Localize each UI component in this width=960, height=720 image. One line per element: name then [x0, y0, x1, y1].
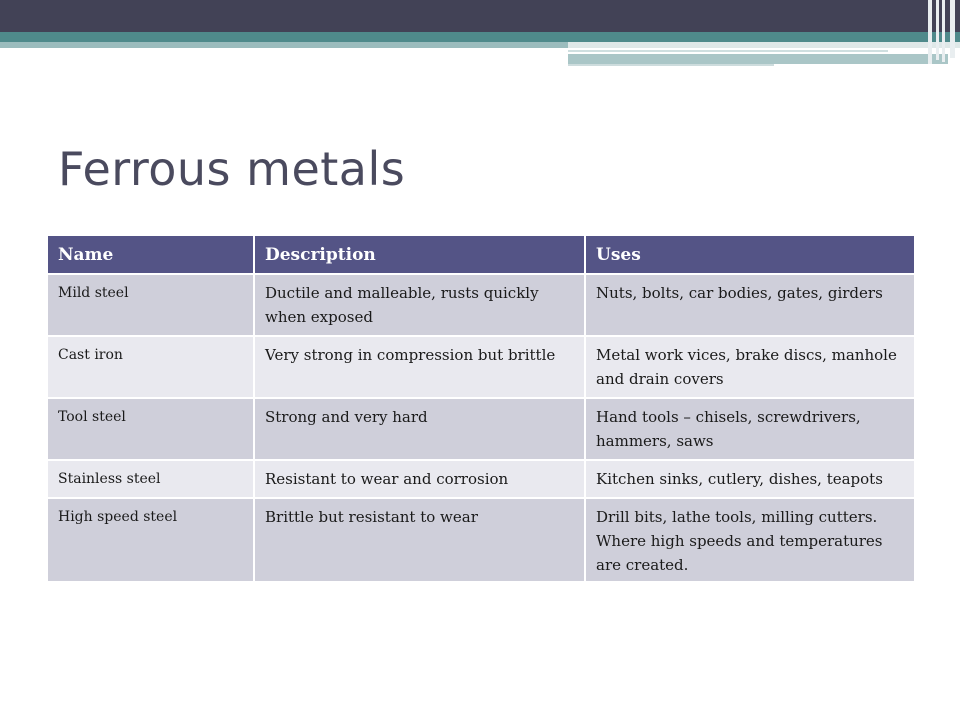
- cell-description: Strong and very hard: [254, 398, 585, 460]
- table-header-row: [48, 236, 914, 274]
- cell-name: Tool steel: [48, 398, 254, 460]
- cell-uses: Nuts, bolts, car bodies, gates, girders: [585, 274, 914, 336]
- column-header-uses: Uses: [585, 236, 914, 274]
- table-row: [48, 460, 914, 498]
- cell-uses: Hand tools – chisels, screwdrivers, hammers, saws: [585, 398, 914, 460]
- table-row: [48, 398, 914, 460]
- corner-stripe: [928, 0, 932, 64]
- top-banner-teal: [0, 32, 960, 42]
- top-banner-dark: [0, 0, 960, 32]
- cell-uses: Drill bits, lathe tools, milling cutters. Where high speeds and temperatures are created.: [585, 498, 914, 581]
- table-row: [48, 274, 914, 336]
- top-banner-light: [0, 42, 568, 48]
- table-row: [48, 498, 914, 581]
- cell-name: Stainless steel: [48, 460, 254, 498]
- ferrous-metals-table: [48, 236, 914, 581]
- column-header-description: Description: [254, 236, 585, 274]
- top-banner-thin-line: [568, 64, 774, 66]
- cell-description: Brittle but resistant to wear: [254, 498, 585, 581]
- top-banner-accent: [568, 54, 948, 64]
- cell-name: Cast iron: [48, 336, 254, 398]
- corner-stripe: [950, 0, 955, 58]
- table-row: [48, 336, 914, 398]
- top-banner-light-right: [568, 42, 960, 48]
- corner-stripe: [942, 0, 945, 62]
- cell-uses: Metal work vices, brake discs, manhole and drain covers: [585, 336, 914, 398]
- corner-stripe: [936, 0, 939, 60]
- cell-name: High speed steel: [48, 498, 254, 581]
- slide-title: Ferrous metals: [58, 142, 406, 196]
- cell-name: Mild steel: [48, 274, 254, 336]
- cell-uses: Kitchen sinks, cutlery, dishes, teapots: [585, 460, 914, 498]
- column-header-name: Name: [48, 236, 254, 274]
- cell-description: Resistant to wear and corrosion: [254, 460, 585, 498]
- top-banner-line: [568, 50, 888, 52]
- cell-description: Ductile and malleable, rusts quickly when exposed: [254, 274, 585, 336]
- cell-description: Very strong in compression but brittle: [254, 336, 585, 398]
